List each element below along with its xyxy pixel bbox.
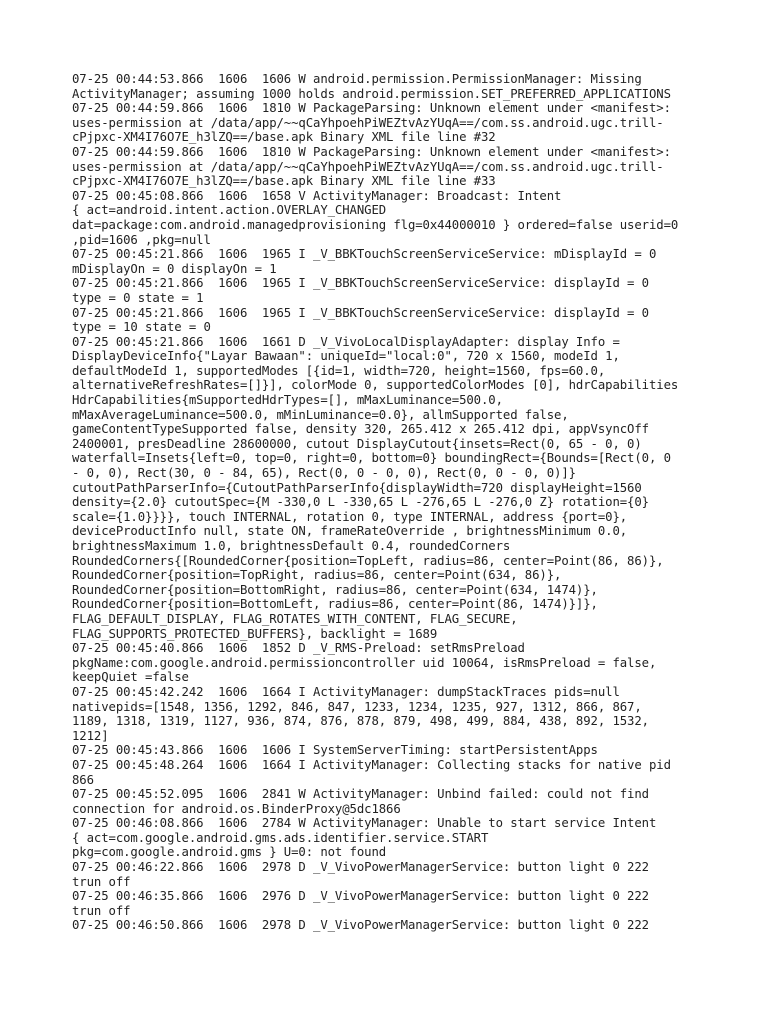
log-line: waterfall=Insets{left=0, top=0, right=0, bottom=0} boundingRect={Bounds=[Rect(0, 0 xyxy=(72,451,671,466)
log-line: ActivityManager; assuming 1000 holds android.permission.SET_PREFERRED_APPLICATIONS xyxy=(72,86,671,101)
log-line: defaultModeId 1, supportedModes [{id=1, width=720, height=1560, fps=60.0, xyxy=(72,363,606,378)
log-line: 07-25 00:45:21.866 1606 1965 I _V_BBKTouchScreenServiceService: displayId = 0 xyxy=(72,305,649,320)
log-line: type = 10 state = 0 xyxy=(72,320,211,335)
log-line: mMaxAverageLuminance=500.0, mMinLuminance=0.0}, allmSupported false, xyxy=(72,407,569,422)
log-line: brightnessMaximum 1.0, brightnessDefault 0.4, roundedCorners xyxy=(72,539,511,553)
log-line: uses-permission at /data/app/~~qCaYhpoehPiWEZtvAzYUqA==/com.ss.android.ugc.trill- xyxy=(72,159,664,174)
log-line: 07-25 00:45:08.866 1606 1658 V ActivityManager: Broadcast: Intent xyxy=(72,188,562,203)
log-line: 07-25 00:44:53.866 1606 1606 W android.permission.PermissionManager: Missing xyxy=(72,72,642,86)
log-line: 07-25 00:46:08.866 1606 2784 W ActivityManager: Unable to start service Intent xyxy=(72,816,657,831)
log-line: 1212] xyxy=(72,728,109,743)
log-line: { act=android.intent.action.OVERLAY_CHANGED xyxy=(72,203,387,218)
log-line: ,pid=1606 ,pkg=null xyxy=(72,232,211,247)
log-line: RoundedCorner{position=BottomLeft, radius=86, center=Point(86, 1474)}]}, xyxy=(72,597,598,612)
log-line: DisplayDeviceInfo{"Layar Bawaan": uniqueId="local:0", 720 x 1560, modeId 1, xyxy=(72,349,620,364)
log-line: cPjpxc-XM4I76O7E_h3lZQ==/base.apk Binary XML file line #33 xyxy=(72,174,496,189)
log-line: keepQuiet =false xyxy=(72,670,189,685)
log-line: - 0, 0), Rect(30, 0 - 84, 65), Rect(0, 0 - 0, 0), Rect(0, 0 - 0, 0)]} xyxy=(72,466,576,481)
log-line: density={2.0} cutoutSpec={M -330,0 L -330,65 L -276,65 L -276,0 Z} rotation={0} xyxy=(72,495,649,510)
log-line: 07-25 00:45:21.866 1606 1965 I _V_BBKTouchScreenServiceService: mDisplayId = 0 xyxy=(72,247,657,262)
log-line: nativepids=[1548, 1356, 1292, 846, 847, 1233, 1234, 1235, 927, 1312, 866, 867, xyxy=(72,699,642,714)
log-line: type = 0 state = 1 xyxy=(72,290,204,305)
log-line: trun off xyxy=(72,874,131,889)
log-line: RoundedCorner{position=TopRight, radius=86, center=Point(634, 86)}, xyxy=(72,568,562,583)
log-line: trun off xyxy=(72,903,131,918)
log-line: 866 xyxy=(72,772,94,787)
log-line: RoundedCorners{[RoundedCorner{position=TopLeft, radius=86, center=Point(86, 86)}, xyxy=(72,553,664,568)
log-line: 07-25 00:45:43.866 1606 1606 I SystemServerTiming: startPersistentApps xyxy=(72,743,598,758)
log-line: RoundedCorner{position=BottomRight, radius=86, center=Point(634, 1474)}, xyxy=(72,582,598,597)
log-line: deviceProductInfo null, state ON, frameRateOverride , brightnessMinimum 0.0, xyxy=(72,524,628,539)
log-line: 07-25 00:45:52.095 1606 2841 W ActivityManager: Unbind failed: could not find xyxy=(72,787,649,802)
log-line: 07-25 00:45:40.866 1606 1852 D _V_RMS-Preload: setRmsPreload xyxy=(72,641,525,656)
log-line: HdrCapabilities{mSupportedHdrTypes=[], mMaxLuminance=500.0, xyxy=(72,393,503,408)
log-line: alternativeRefreshRates=[]}], colorMode 0, supportedColorModes [0], hdrCapabilities xyxy=(72,378,679,393)
log-line: 07-25 00:45:21.866 1606 1661 D _V_VivoLocalDisplayAdapter: display Info = xyxy=(72,334,620,349)
log-line: FLAG_SUPPORTS_PROTECTED_BUFFERS}, backlight = 1689 xyxy=(72,626,438,641)
log-line: FLAG_DEFAULT_DISPLAY, FLAG_ROTATES_WITH_CONTENT, FLAG_SECURE, xyxy=(72,611,518,626)
log-line: 2400001, presDeadline 28600000, cutout DisplayCutout{insets=Rect(0, 65 - 0, 0) xyxy=(72,436,642,451)
log-line: 07-25 00:46:35.866 1606 2976 D _V_VivoPowerManagerService: button light 0 222 xyxy=(72,889,649,904)
log-line: 1189, 1318, 1319, 1127, 936, 874, 876, 878, 879, 498, 499, 884, 438, 892, 1532, xyxy=(72,714,649,729)
log-text-block xyxy=(72,72,712,933)
log-line: gameContentTypeSupported false, density 320, 265.412 x 265.412 dpi, appVsyncOff xyxy=(72,422,649,437)
log-line: pkgName:com.google.android.permissioncontroller uid 10064, isRmsPreload = false, xyxy=(72,655,657,670)
log-line: pkg=com.google.android.gms } U=0: not found xyxy=(72,845,387,860)
log-line: 07-25 00:45:42.242 1606 1664 I ActivityManager: dumpStackTraces pids=null xyxy=(72,684,620,699)
log-line: 07-25 00:46:50.866 1606 2978 D _V_VivoPowerManagerService: button light 0 222 xyxy=(72,918,649,933)
log-line: mDisplayOn = 0 displayOn = 1 xyxy=(72,261,277,276)
log-line: cPjpxc-XM4I76O7E_h3lZQ==/base.apk Binary XML file line #32 xyxy=(72,130,496,145)
log-line: connection for android.os.BinderProxy@5dc1866 xyxy=(72,801,401,816)
log-line: cutoutPathParserInfo={CutoutPathParserInfo{displayWidth=720 displayHeight=1560 xyxy=(72,480,642,495)
log-line: scale={1.0}}}}, touch INTERNAL, rotation 0, type INTERNAL, address {port=0}, xyxy=(72,509,628,524)
log-line: 07-25 00:45:48.264 1606 1664 I ActivityManager: Collecting stacks for native pid xyxy=(72,757,671,772)
log-line: dat=package:com.android.managedprovisioning flg=0x44000010 } ordered=false userid=0 xyxy=(72,217,679,232)
log-line: { act=com.google.android.gms.ads.identifier.service.START xyxy=(72,830,489,845)
log-line: 07-25 00:44:59.866 1606 1810 W PackageParsing: Unknown element under <manifest>: xyxy=(72,144,671,159)
log-line: uses-permission at /data/app/~~qCaYhpoehPiWEZtvAzYUqA==/com.ss.android.ugc.trill- xyxy=(72,115,664,130)
log-line: 07-25 00:44:59.866 1606 1810 W PackageParsing: Unknown element under <manifest>: xyxy=(72,101,671,116)
log-line: 07-25 00:46:22.866 1606 2978 D _V_VivoPowerManagerService: button light 0 222 xyxy=(72,860,649,875)
log-line: 07-25 00:45:21.866 1606 1965 I _V_BBKTouchScreenServiceService: displayId = 0 xyxy=(72,276,649,291)
